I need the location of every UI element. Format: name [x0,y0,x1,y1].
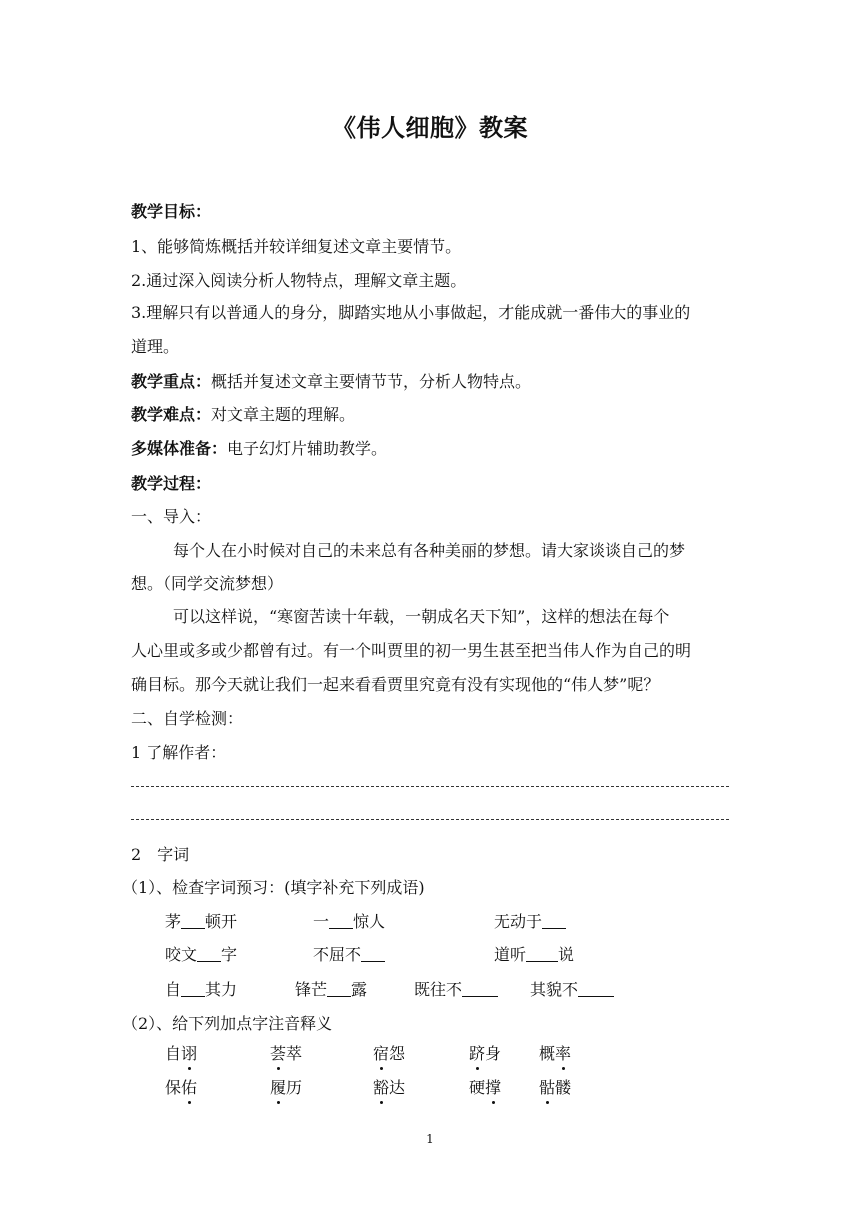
key-point-label: 教学重点： [131,372,212,391]
process-heading: 教学过程： [131,474,212,493]
pinyin-word: 保佑 [165,1078,198,1097]
idiom-item: 茅 顿开 [165,912,238,931]
idiom-blank[interactable] [361,945,385,962]
answer-dashed-line-2 [131,819,729,820]
idiom-blank[interactable] [542,912,566,929]
dotted-char: 履 [270,1078,287,1097]
idiom-blank[interactable] [462,980,498,997]
idiom-blank[interactable] [327,980,351,997]
pinyin-word: 宿怨 [373,1044,406,1063]
idiom-item: 无动于 [494,911,566,933]
pinyin-word: 跻身 [469,1044,502,1063]
difficulty [131,404,355,426]
idiom-item: 其貌不 [530,979,614,1001]
idiom-blank[interactable] [329,912,353,929]
page-title: 《伟人细胞》教案 [332,114,528,142]
dotted-char: 骷 [539,1078,556,1097]
dotted-char: 宿 [373,1044,390,1063]
idiom-item: 一 惊人 [313,912,386,931]
pinyin-word: 硬撑 [469,1078,502,1097]
words-heading: 2 字词 [131,845,190,864]
intro-p2b: 人心里或多或少都曾有过。有一个叫贾里的初一男生甚至把当伟人作为自己的明 [131,641,692,660]
pinyin-word: 骷髅 [539,1078,572,1097]
difficulty-label: 教学难点： [131,405,212,424]
media-text: 电子幻灯片辅助教学。 [227,439,388,458]
objective-1: 1、能够简炼概括并较详细复述文章主要情节。 [131,237,462,256]
dotted-char: 荟 [270,1044,287,1063]
intro-p1a: 每个人在小时候对自己的未来总有各种美丽的梦想。请大家谈谈自己的梦 [173,541,686,560]
idiom-blank[interactable] [578,980,614,997]
key-point-text: 概括并复述文章主要情节节，分析人物特点。 [211,372,532,391]
dotted-char: 跻 [469,1044,486,1063]
idiom-item: 既往不 [414,979,498,1001]
intro-p2c: 确目标。那今天就让我们一起来看看贾里究竟有没有实现他的“伟人梦”呢？ [131,675,660,694]
idiom-blank[interactable] [197,945,221,962]
objective-3a: 3.理解只有以普通人的身分，脚踏实地从小事做起，才能成就一番伟大的事业的 [131,303,691,322]
pinyin-word: 概率 [539,1044,572,1063]
intro-p1b: 想。（同学交流梦想） [131,574,284,593]
pinyin-word: 履历 [270,1078,303,1097]
idiom-blank[interactable] [181,912,205,929]
idiom-item: 不屈不 [313,944,385,966]
dotted-char: 诩 [181,1044,198,1063]
dotted-char: 撑 [485,1078,502,1097]
author-prompt: 1 了解作者： [131,743,227,762]
answer-dashed-line-1 [131,786,729,787]
idiom-blank[interactable] [181,980,205,997]
idiom-blank[interactable] [526,945,558,962]
objective-2: 2.通过深入阅读分析人物特点，理解文章主题。 [131,271,467,290]
idiom-item: 自 其力 [165,980,238,999]
pinyin-word: 豁达 [373,1078,406,1097]
objectives-heading: 教学目标： [131,202,212,221]
idiom-item: 锋芒 露 [295,980,368,999]
page-number: 1 [426,1132,434,1146]
objective-3b: 道理。 [131,337,180,356]
key-point [131,371,531,393]
dotted-char: 率 [555,1044,572,1063]
idiom-item: 咬文 字 [165,945,238,964]
media [131,438,387,460]
dotted-char: 豁 [373,1078,390,1097]
intro-p2a: 可以这样说，“寒窗苦读十年载，一朝成名天下知”，这样的想法在每个 [173,607,670,626]
pinyin-word: 自诩 [165,1044,198,1063]
words-sub2: （2）、给下列加点字注音释义 [122,1014,333,1033]
self-check-heading: 二、自学检测： [131,709,244,728]
media-label: 多媒体准备： [131,439,228,458]
pinyin-word: 荟萃 [270,1044,303,1063]
words-sub1: （1）、检查字词预习：(填字补充下列成语) [122,878,425,897]
idiom-item: 道听 说 [494,945,575,964]
dotted-char: 佑 [181,1078,198,1097]
difficulty-text: 对文章主题的理解。 [211,405,356,424]
intro-heading: 一、导入： [131,507,212,526]
